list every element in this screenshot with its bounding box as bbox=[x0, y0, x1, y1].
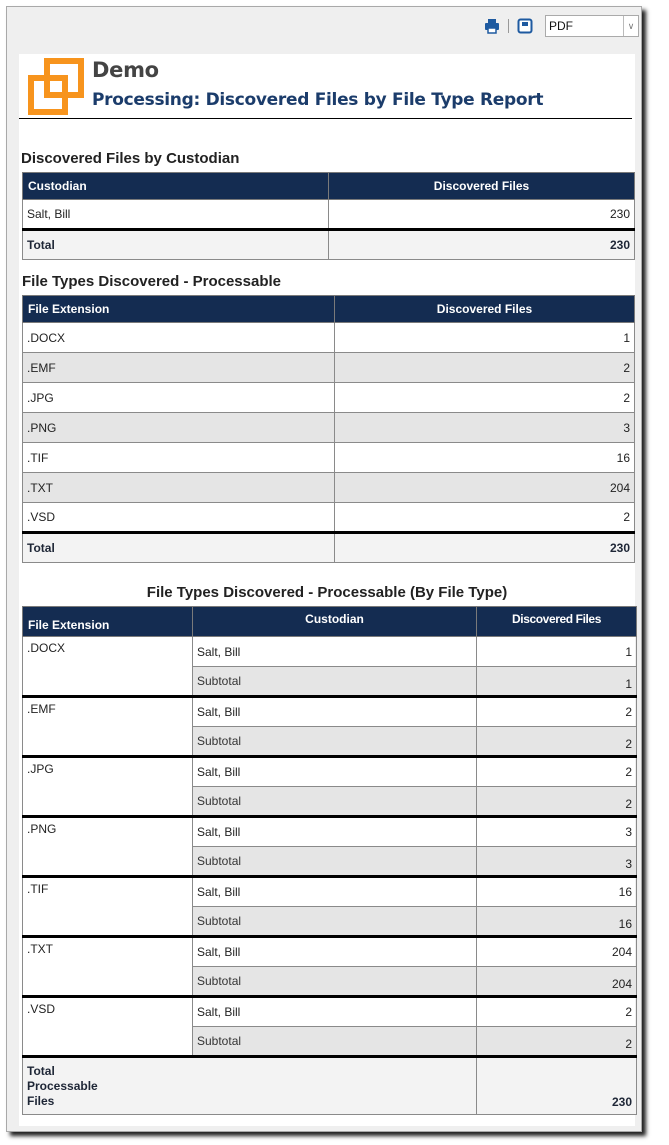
total-label: Total bbox=[23, 533, 335, 563]
extension-cell: .EMF bbox=[23, 697, 193, 757]
subtotal-label: Subtotal bbox=[193, 787, 477, 817]
report-title: Processing: Discovered Files by File Type Report bbox=[92, 90, 544, 110]
group-row bbox=[23, 877, 637, 907]
files-cell: 230 bbox=[329, 200, 635, 230]
grand-total-label bbox=[23, 1057, 477, 1115]
report-viewer-window bbox=[6, 6, 642, 1132]
custodian-table bbox=[22, 172, 635, 260]
by-file-type-table bbox=[22, 606, 637, 1115]
group-row bbox=[23, 697, 637, 727]
subtotal-value: 204 bbox=[477, 967, 637, 997]
logo-icon bbox=[26, 58, 86, 116]
subtotal-label: Subtotal bbox=[193, 727, 477, 757]
export-format-value: PDF bbox=[549, 19, 573, 33]
extension-cell: .VSD bbox=[23, 997, 193, 1057]
processable-table bbox=[22, 295, 635, 563]
extension-cell: .DOCX bbox=[23, 323, 335, 353]
subtotal-value: 2 bbox=[477, 727, 637, 757]
group-row bbox=[23, 757, 637, 787]
section-title-processable: File Types Discovered - Processable bbox=[22, 273, 282, 290]
total-label: Total bbox=[23, 230, 329, 260]
table-row bbox=[23, 443, 635, 473]
custodian-cell: Salt, Bill bbox=[193, 757, 477, 787]
export-format-select[interactable] bbox=[545, 15, 639, 37]
custodian-cell: Salt, Bill bbox=[193, 877, 477, 907]
grand-total-row bbox=[23, 1057, 637, 1115]
table-row bbox=[23, 323, 635, 353]
column-header-discovered-files: Discovered Files bbox=[329, 173, 635, 200]
table-row bbox=[23, 503, 635, 533]
subtotal-label: Subtotal bbox=[193, 967, 477, 997]
files-cell: 2 bbox=[335, 503, 635, 533]
group-row bbox=[23, 997, 637, 1027]
extension-cell: .TXT bbox=[23, 937, 193, 997]
subtotal-value: 16 bbox=[477, 907, 637, 937]
files-cell: 2 bbox=[477, 757, 637, 787]
extension-cell: .TIF bbox=[23, 443, 335, 473]
extension-cell: .PNG bbox=[23, 817, 193, 877]
files-cell: 2 bbox=[335, 383, 635, 413]
extension-cell: .PNG bbox=[23, 413, 335, 443]
custodian-cell: Salt, Bill bbox=[23, 200, 329, 230]
column-header-custodian: Custodian bbox=[193, 607, 477, 637]
files-cell: 16 bbox=[335, 443, 635, 473]
total-row bbox=[23, 230, 635, 260]
custodian-cell: Salt, Bill bbox=[193, 997, 477, 1027]
column-header-file-extension: File Extension bbox=[23, 607, 193, 637]
files-cell: 2 bbox=[477, 997, 637, 1027]
column-header-custodian: Custodian bbox=[23, 173, 329, 200]
extension-cell: .TIF bbox=[23, 877, 193, 937]
files-cell: 204 bbox=[477, 937, 637, 967]
section-title-by-file-type: File Types Discovered - Processable (By File Type) bbox=[146, 584, 508, 601]
subtotal-value: 1 bbox=[477, 667, 637, 697]
group-row bbox=[23, 937, 637, 967]
files-cell: 2 bbox=[335, 353, 635, 383]
extension-cell: .JPG bbox=[23, 383, 335, 413]
toolbar-divider bbox=[508, 19, 509, 33]
extension-cell: .EMF bbox=[23, 353, 335, 383]
files-cell: 204 bbox=[335, 473, 635, 503]
column-header-discovered-files: Discovered Files bbox=[477, 607, 637, 637]
extension-cell: .TXT bbox=[23, 473, 335, 503]
group-row bbox=[23, 637, 637, 667]
column-header-file-extension: File Extension bbox=[23, 296, 335, 323]
table-row bbox=[23, 383, 635, 413]
total-row bbox=[23, 533, 635, 563]
files-cell: 2 bbox=[477, 697, 637, 727]
table-row bbox=[23, 353, 635, 383]
report-toolbar bbox=[484, 14, 639, 38]
org-name: Demo bbox=[92, 58, 159, 82]
column-header-discovered-files: Discovered Files bbox=[335, 296, 635, 323]
chevron-down-icon[interactable]: ∨ bbox=[623, 16, 638, 36]
total-value: 230 bbox=[335, 533, 635, 563]
report-header bbox=[19, 54, 632, 119]
files-cell: 1 bbox=[477, 637, 637, 667]
extension-cell: .DOCX bbox=[23, 637, 193, 697]
subtotal-value: 2 bbox=[477, 1027, 637, 1057]
section-title-by-custodian: Discovered Files by Custodian bbox=[21, 150, 240, 167]
files-cell: 3 bbox=[335, 413, 635, 443]
files-cell: 3 bbox=[477, 817, 637, 847]
print-icon[interactable] bbox=[484, 18, 500, 34]
grand-total-text: Total Processable Files bbox=[27, 1064, 98, 1108]
subtotal-label: Subtotal bbox=[193, 1027, 477, 1057]
files-cell: 16 bbox=[477, 877, 637, 907]
custodian-cell: Salt, Bill bbox=[193, 637, 477, 667]
custodian-cell: Salt, Bill bbox=[193, 697, 477, 727]
table-row bbox=[23, 473, 635, 503]
grand-total-value: 230 bbox=[477, 1057, 637, 1115]
files-cell: 1 bbox=[335, 323, 635, 353]
group-row bbox=[23, 817, 637, 847]
custodian-cell: Salt, Bill bbox=[193, 817, 477, 847]
extension-cell: .JPG bbox=[23, 757, 193, 817]
subtotal-value: 2 bbox=[477, 787, 637, 817]
subtotal-label: Subtotal bbox=[193, 847, 477, 877]
report-page bbox=[19, 54, 635, 1126]
table-row bbox=[23, 200, 635, 230]
custodian-cell: Salt, Bill bbox=[193, 937, 477, 967]
total-value: 230 bbox=[329, 230, 635, 260]
subtotal-label: Subtotal bbox=[193, 667, 477, 697]
subtotal-label: Subtotal bbox=[193, 907, 477, 937]
extension-cell: .VSD bbox=[23, 503, 335, 533]
save-icon[interactable] bbox=[517, 18, 533, 34]
table-row bbox=[23, 413, 635, 443]
subtotal-value: 3 bbox=[477, 847, 637, 877]
